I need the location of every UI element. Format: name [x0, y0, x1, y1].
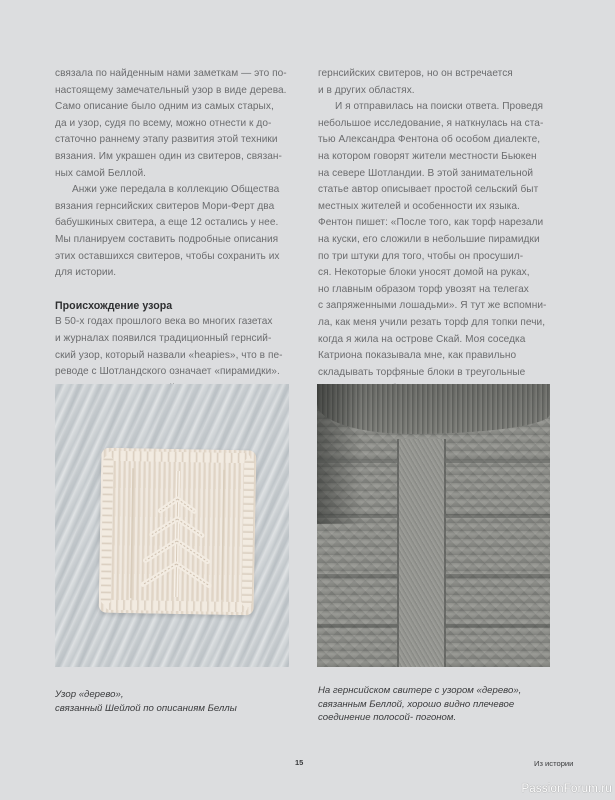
text-line: ла, как меня учили резать торф для топки печи,: [318, 316, 546, 328]
text-line: вязания. Им украшен один из свитеров, связан-: [55, 150, 282, 162]
text-line: и журналах появился традиционный гернсий-: [55, 332, 272, 344]
shoulder-strap: [397, 439, 446, 667]
figure-caption: [318, 684, 521, 725]
text-line: этих оставшихся свитеров, чтобы сохранить их: [55, 250, 280, 262]
running-footer-section: Из истории: [534, 759, 574, 768]
caption-line: На гернсийском свитере с узором «дерево»,: [318, 685, 522, 696]
text-line: с запряженными лошадьми». Я тут же вспомни-: [318, 300, 547, 312]
text-line: гернсийских свитеров, но он встречается: [318, 68, 513, 79]
collar-shadow: [317, 384, 362, 524]
paragraph: [55, 182, 295, 282]
page-number: 15: [295, 758, 304, 767]
text-line: статочно раннему этапу развития этой техники: [55, 134, 278, 146]
text-line: тью Александра Фентона об особом диалекте,: [318, 134, 541, 146]
sweater-photo: [317, 384, 550, 667]
paragraph: [55, 66, 295, 182]
knitted-swatch: [99, 448, 257, 616]
text-line: небольшое исследование, я наткнулась на ста-: [318, 117, 544, 129]
caption-line: связанным Беллой, хорошо видно плечевое: [318, 698, 515, 710]
figure-caption: [55, 688, 237, 715]
text-line: на севере Шотландии. В этой занимательной: [318, 167, 534, 179]
paragraph: [318, 66, 560, 99]
tree-motif: [99, 448, 257, 616]
text-line: Анжи уже передала в коллекцию Общества: [72, 184, 280, 196]
text-line: по три штуки для того, чтобы он просушил-: [318, 250, 524, 262]
text-line: да и узор, судя по всему, можно отнести к до-: [55, 117, 272, 129]
text-line: Мы планируем составить подробные описания: [55, 233, 279, 245]
paragraph: [318, 99, 560, 414]
caption-line: Узор «дерево»,: [55, 689, 124, 700]
caption-line: соединение полосой- погоном.: [318, 712, 457, 723]
text-line: местных жителей и особенности их языка.: [318, 200, 520, 212]
text-line: и в других областях.: [318, 84, 415, 96]
text-line: ский узор, который назвали «heapies», что в пе-: [55, 349, 283, 361]
text-line: ся. Некоторые блоки уносят домой на руках,: [318, 267, 530, 279]
text-line: складывать торфяные блоки в треугольные: [318, 366, 526, 378]
text-line: для истории.: [55, 267, 117, 279]
caption-line: связанный Шейлой по описаниям Беллы: [55, 702, 237, 714]
text-line: когда я жила на острове Скай. Моя соседка: [318, 333, 526, 345]
text-line: вязания гернсийских свитеров Мори-Ферт два: [55, 200, 275, 212]
left-text-column: [55, 66, 295, 414]
section-heading: Происхождение узора: [55, 299, 173, 312]
right-text-column: [318, 66, 560, 414]
text-line: бабушкиных свитера, а еще 12 остались у нее.: [55, 217, 279, 229]
text-line: Катриона показывала мне, как правильно: [318, 350, 517, 362]
text-line: настоящему замечательный узор в виде дерева.: [55, 84, 287, 96]
text-line: связала по найденным нами заметкам — это по-: [55, 68, 287, 79]
paragraph: [55, 314, 295, 380]
text-line: реводе с Шотландского означает «пирамидки».: [55, 366, 280, 378]
text-line: В 50-х годах прошлого века во многих газетах: [55, 316, 273, 328]
watermark: PassionForum.ru: [521, 783, 612, 795]
text-line: на куски, его сложили в небольшие пирамидки: [318, 233, 540, 245]
text-line: на котором говорят жители местности Бьюкен: [318, 150, 537, 162]
text-line: статье автор описывает простой сельский быт: [318, 184, 539, 196]
text-line: И я отправилась на поиски ответа. Проведя: [335, 101, 544, 113]
swatch-photo: [55, 384, 289, 667]
text-line: Фентон пишет: «После того, как торф нарезали: [318, 217, 544, 229]
text-line: но главным образом торф увозят на телегах: [318, 283, 529, 295]
text-line: Само описание было одним из самых старых,: [55, 101, 274, 113]
text-line: ных самой Беллой.: [55, 167, 147, 179]
